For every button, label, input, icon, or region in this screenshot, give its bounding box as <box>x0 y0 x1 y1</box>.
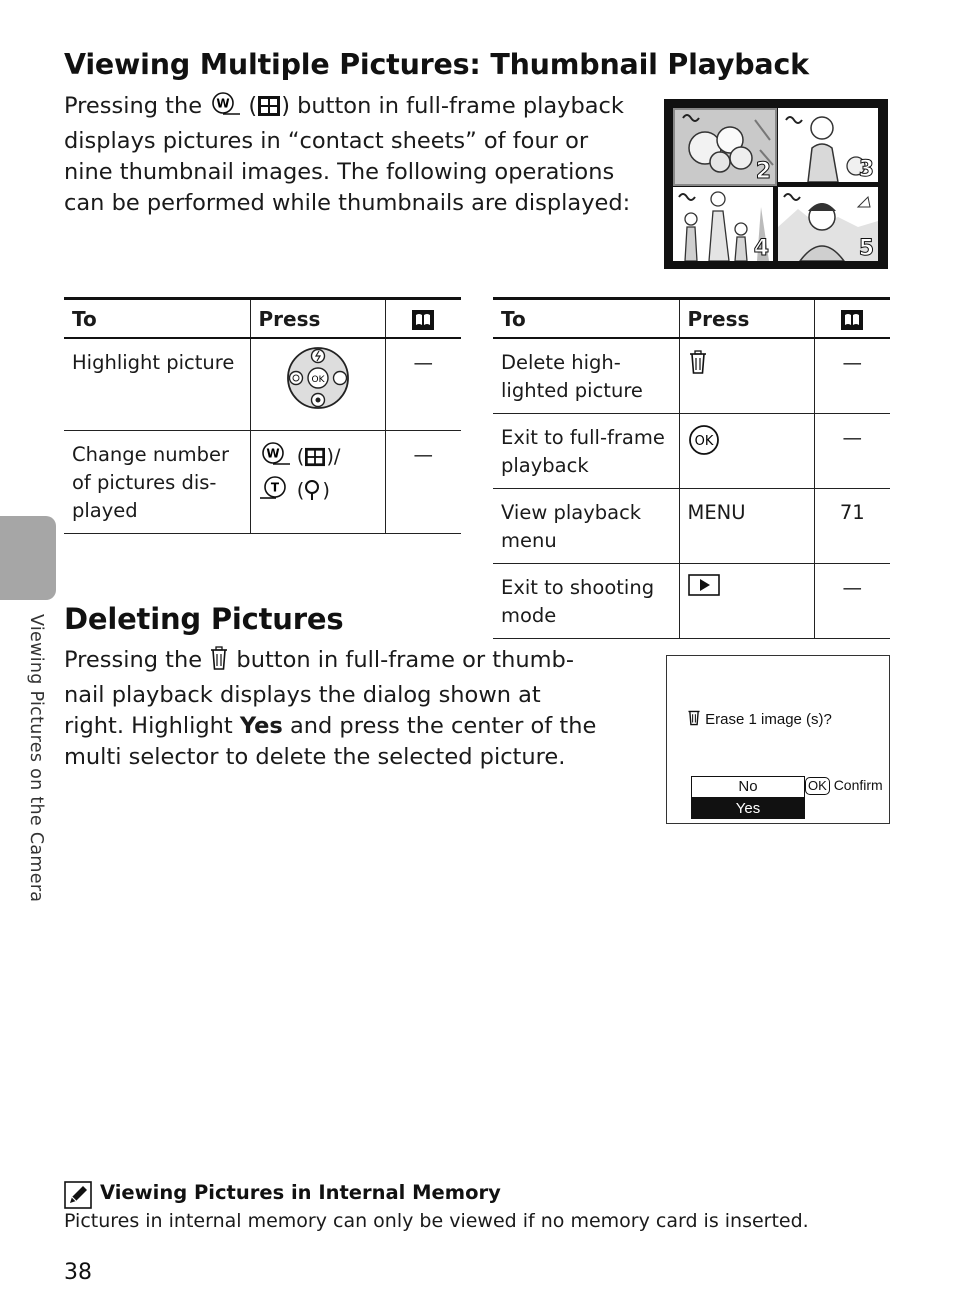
thumbnail-number-4: 4 <box>753 236 769 261</box>
intro-line1-end: button in full-frame playback <box>297 93 624 119</box>
svg-text:W: W <box>265 446 280 460</box>
row-reference: — <box>842 426 862 449</box>
dialog-option-no[interactable]: No <box>691 776 805 798</box>
row-label-line: Exit to full-frame <box>501 426 665 449</box>
thumbnail-operations-table-left <box>64 297 461 534</box>
ok-key-icon: OK <box>805 777 830 795</box>
thumbnail-intro: Pressing the W ( ) button in full-frame playback displays pictures in “contact sheets” of four or nine thumbnail images. The following operations can be performed while thumbnails are displayed: <box>64 91 630 219</box>
table-row <box>64 338 461 430</box>
thumbnail-operations-table-right <box>493 297 890 639</box>
thumbnail-number-3: 3 <box>858 157 874 182</box>
table-row <box>493 564 890 639</box>
playback-button-icon <box>688 578 720 601</box>
thumbnail-family <box>673 187 773 261</box>
row-label: Highlight picture <box>72 351 235 374</box>
thumbnail-grid-icon <box>257 95 281 126</box>
header-to: To <box>501 306 526 331</box>
reference-page-icon <box>385 299 461 339</box>
trash-icon <box>688 357 708 380</box>
svg-text:W: W <box>216 96 230 111</box>
header-press: Press <box>250 299 385 339</box>
reference-page-icon <box>814 299 890 339</box>
delete-line1-start: Pressing the <box>64 647 203 673</box>
table-row <box>493 338 890 414</box>
section-title-thumbnail-playback: Viewing Multiple Pictures: Thumbnail Playback <box>64 48 809 81</box>
table-row: Change number of pictures dis- played W ( )/ T ( ) — <box>64 430 461 533</box>
dialog-confirm-label: Confirm <box>833 777 883 793</box>
side-tab-label: Viewing Pictures on the Camera <box>26 614 46 903</box>
note-title: Viewing Pictures in Internal Memory <box>100 1181 501 1204</box>
table-row <box>493 414 890 489</box>
svg-text:OK: OK <box>311 375 324 385</box>
intro-line3: nine thumbnail images. The following operations <box>64 159 615 185</box>
ok-button-icon <box>688 434 720 461</box>
row-label-line: Exit to shooting <box>501 576 655 599</box>
row-label-line: mode <box>501 604 557 627</box>
row-reference: — <box>842 351 862 374</box>
dialog-option-yes[interactable]: Yes <box>691 798 805 819</box>
note-body: Pictures in internal memory can only be viewed if no memory card is inserted. <box>64 1210 809 1232</box>
intro-line4: can be performed while thumbnails are displayed: <box>64 190 631 216</box>
note-pencil-icon <box>64 1181 92 1213</box>
row-reference: 71 <box>839 501 865 524</box>
trash-icon <box>687 708 701 730</box>
multi-selector-icon <box>285 375 351 416</box>
zoom-out-w-icon <box>209 91 241 126</box>
table-row <box>493 489 890 564</box>
row-label-line: lighted picture <box>501 379 643 402</box>
row-label-line: of pictures dis- <box>72 470 217 494</box>
thumbnail-number-2: 2 <box>755 159 771 184</box>
zoom-in-t-icon <box>259 475 291 509</box>
svg-text:T: T <box>270 480 279 494</box>
svg-text:OK: OK <box>694 434 713 449</box>
row-reference: — <box>413 351 433 374</box>
dialog-message: Erase 1 image (s)? <box>705 711 832 728</box>
delete-line2: nail playback displays the dialog shown at <box>64 682 541 708</box>
row-label-line: View playback <box>501 501 642 524</box>
erase-dialog-screen <box>666 655 890 824</box>
row-reference: — <box>842 576 862 599</box>
row-label-line: Change number <box>72 442 229 466</box>
trash-icon <box>209 645 229 680</box>
zoom-out-w-icon <box>259 441 291 475</box>
intro-line2: displays pictures in “contact sheets” of four or <box>64 128 589 154</box>
row-label-line: played <box>72 498 138 522</box>
thumbnail-woman <box>778 108 878 182</box>
thumbnail-portrait <box>778 187 878 261</box>
magnifier-icon <box>304 479 322 509</box>
row-reference: — <box>413 442 433 466</box>
delete-line3-yes: Yes <box>239 713 283 739</box>
header-to: To <box>72 306 97 331</box>
thumbnail-number-5: 5 <box>858 236 874 261</box>
section-title-deleting-pictures: Deleting Pictures <box>64 602 344 636</box>
delete-line3-start: right. Highlight <box>64 713 233 739</box>
side-tab-marker <box>0 516 56 600</box>
dialog-confirm-hint <box>805 777 883 795</box>
row-label-line: Delete high- <box>501 351 621 374</box>
header-press: Press <box>679 299 814 339</box>
thumbnail-grid-icon <box>304 447 326 475</box>
deleting-intro <box>64 645 596 773</box>
menu-button-label: MENU <box>687 501 746 524</box>
row-label-line: playback <box>501 454 589 477</box>
thumbnail-contact-sheet-illustration <box>664 99 888 269</box>
thumbnail-flowers <box>673 108 777 186</box>
delete-line4: multi selector to delete the selected picture. <box>64 744 566 770</box>
page-number: 38 <box>64 1260 92 1285</box>
delete-line3-end: and press the center of the <box>289 713 597 739</box>
delete-line1-end: button in full-frame or thumb- <box>236 647 574 673</box>
row-label-line: menu <box>501 529 557 552</box>
intro-line1-start: Pressing the <box>64 93 203 119</box>
